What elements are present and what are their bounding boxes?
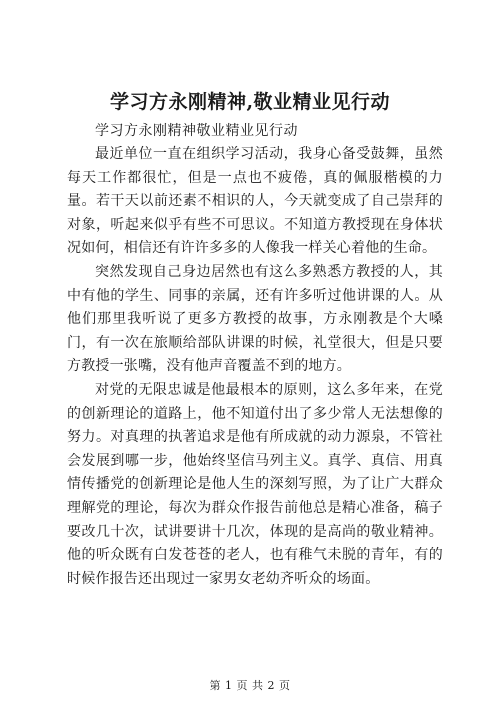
paragraph: 最近单位一直在组织学习活动，我身心备受鼓舞，虽然每天工作都很忙，但是一点也不疲倦，真的佩服楷模的力量。若干天以前还素不相识的人，今天就变成了自己崇拜的对象，听起来似乎有些不可思议。不知道方教授现在身体状况如何，相信还有许许多多的人像我一样关心着他的生命。 <box>67 146 443 257</box>
document-body <box>67 143 443 591</box>
document-title: 学习方永刚精神,敬业精业见行动 <box>109 91 391 113</box>
page-number-footer: 第 1 页 共 2 页 <box>209 679 291 692</box>
paragraph: 对党的无限忠诚是他最根本的原则，这么多年来，在党的创新理论的道路上，他不知道付出了多少常人无法想像的努力。对真理的执著追求是他有所成就的动力源泉，不管社会发展到哪一步，他始终坚信马列主义。真学、真信、用真情传播党的创新理论是他人生的深刻写照，为了让广大群众理解党的理论，每次为群众作报告前他总是精心准备，稿子要改几十次，试讲要讲十几次，体现的是高尚的敬业精神。他的听众既有白发苍苍的老人，也有稚气未脱的青年，有的时候作报告还出现过一家男女老幼齐听众的场面。 <box>67 381 443 587</box>
paragraph: 突然发现自己身边居然也有这么多熟悉方教授的人，其中有他的学生、同事的亲属，还有许多听过他讲课的人。从他们那里我听说了更多方教授的故事，方永刚教是个大嗓门，有一次在旅顺给部队讲课的时候，礼堂很大，但是只要方教授一张嘴，没有他声音覆盖不到的地方。 <box>67 263 443 375</box>
document-subtitle: 学习方永刚精神敬业精业见行动 <box>95 123 298 139</box>
